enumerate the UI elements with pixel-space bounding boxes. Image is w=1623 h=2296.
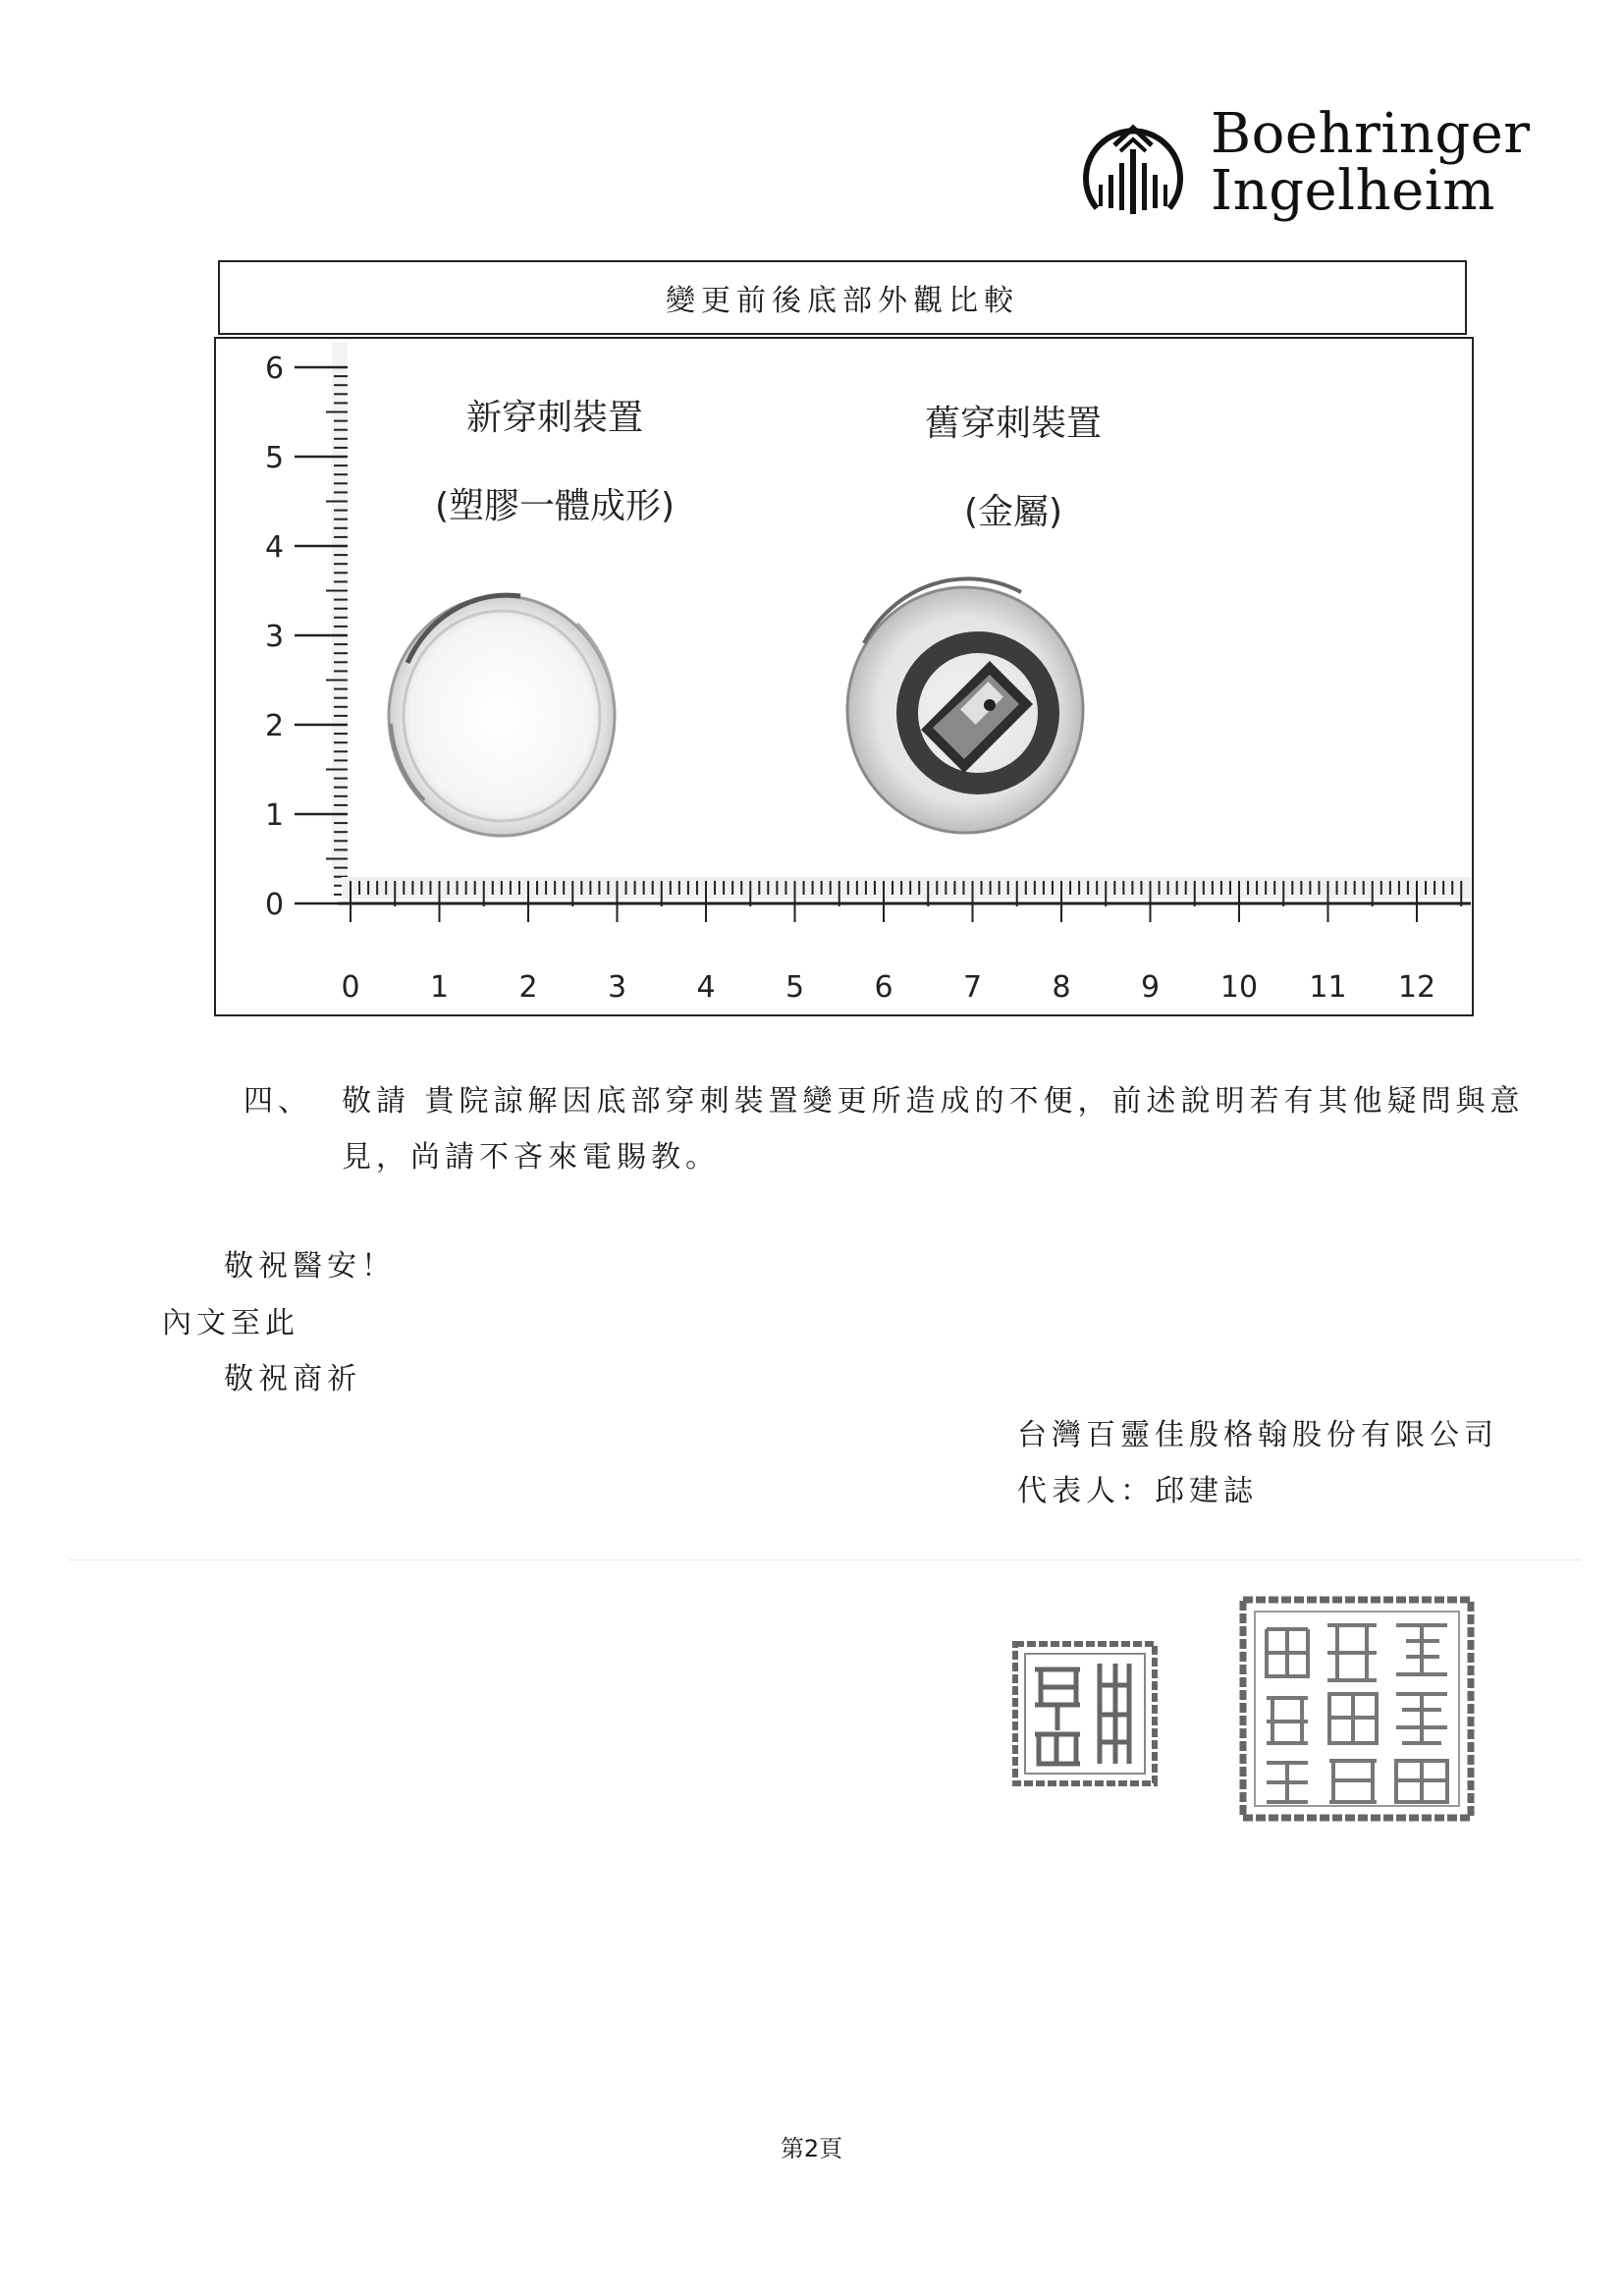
page-number: 第2頁 [780, 2135, 843, 2162]
closing: 敬祝商祈 [224, 1362, 361, 1396]
item-text-line-1: 敬請 貴院諒解因底部穿刺裝置變更所造成的不便，前述說明若有其他疑問與意 [342, 1084, 1525, 1119]
new-device-image [389, 595, 615, 836]
x-tick-label: 8 [1052, 970, 1071, 1005]
x-tick-label: 10 [1219, 970, 1259, 1005]
item-number: 四、 [243, 1084, 312, 1119]
figure-title-box [218, 260, 1467, 335]
old-device-image [847, 578, 1083, 833]
x-tick-label: 7 [962, 970, 983, 1005]
comparison-photo [214, 337, 1474, 1016]
company-logo [1075, 98, 1531, 236]
y-tick-label: 5 [265, 441, 285, 475]
representative-seal [1011, 1640, 1159, 1787]
old-device-label: 舊穿刺裝置 [924, 404, 1103, 444]
scan-line [69, 1559, 1581, 1560]
x-tick-label: 2 [518, 970, 538, 1005]
y-tick-label: 3 [265, 620, 285, 654]
brand-line-2: Ingelheim [1211, 159, 1495, 223]
boehringer-logo-icon [1075, 106, 1191, 222]
company-name: 台灣百靈佳殷格翰股份有限公司 [1017, 1418, 1498, 1452]
new-device-label: 新穿刺裝置 [465, 398, 644, 438]
x-tick-label: 12 [1397, 970, 1436, 1005]
brand-line-1: Boehringer [1211, 102, 1531, 166]
x-tick-label: 3 [607, 970, 627, 1005]
figure-title: 變更前後底部外觀比較 [666, 284, 1019, 318]
horizontal-ruler [338, 877, 1471, 922]
x-tick-label: 6 [874, 970, 893, 1005]
new-device-sublabel: (塑膠一體成形) [434, 486, 676, 526]
brand-name [1211, 102, 1531, 223]
comparison-photo-svg [216, 339, 1474, 1016]
y-tick-label: 4 [265, 530, 285, 565]
y-tick-label: 1 [265, 798, 285, 833]
x-tick-label: 4 [696, 970, 716, 1005]
y-tick-label: 6 [265, 352, 285, 386]
x-tick-label: 1 [429, 970, 450, 1005]
x-tick-label: 5 [784, 970, 805, 1005]
company-seal [1239, 1596, 1475, 1822]
representative: 代表人：邱建誌 [1017, 1474, 1258, 1508]
x-tick-label: 11 [1309, 970, 1347, 1005]
end-of-text: 內文至此 [162, 1306, 299, 1340]
comparison-figure [214, 260, 1474, 1016]
old-device-sublabel: (金屬) [963, 492, 1063, 532]
greeting: 敬祝醫安！ [224, 1249, 396, 1284]
x-tick-label: 9 [1140, 970, 1161, 1005]
x-tick-label: 0 [341, 970, 360, 1005]
vertical-ruler [297, 339, 348, 903]
y-tick-label: 0 [265, 888, 285, 922]
y-tick-label: 2 [265, 709, 285, 743]
item-text-line-2: 見，尚請不吝來電賜教。 [342, 1140, 720, 1175]
